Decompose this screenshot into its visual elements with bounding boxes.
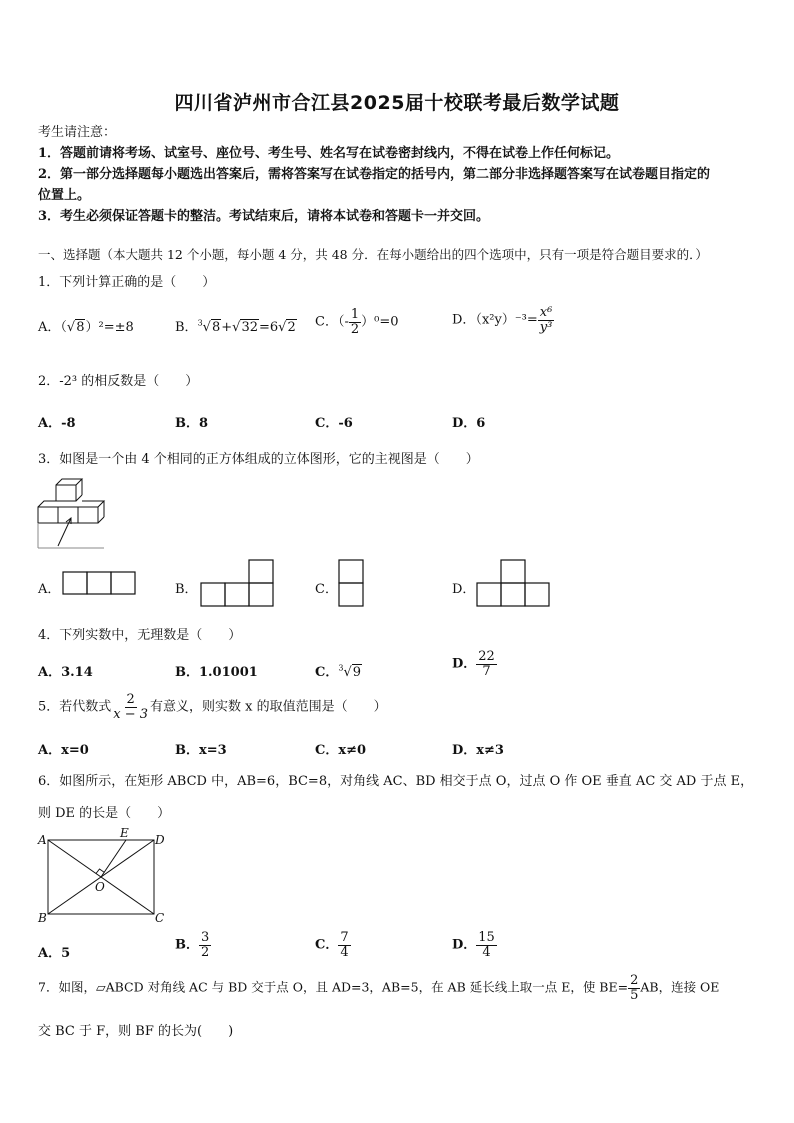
question-6-stem: 6．如图所示，在矩形 ABCD 中，AB=6，BC=8，对角线 AC、BD 相交于点 O，过点 O 作 OE 垂直 AC 交 AD 于点 E， [38, 774, 754, 789]
q6-option-b: B． $\frac{3}{2}$ [175, 930, 210, 960]
notice-item: 2．第一部分选择题每小题选出答案后，需将答案写在试卷指定的括号内，第二部分非选择题答案写在试卷题目指定的 [38, 167, 711, 182]
q2-option-c: C．-6 [315, 416, 353, 431]
section-heading: 一、选择题（本大题共 12 个小题，每小题 4 分，共 48 分．在每小题给出的四个选项中，只有一项是符合题目要求的．） [38, 247, 708, 262]
q4-option-b: B．1.01001 [175, 665, 258, 680]
q5-option-b: B．x=3 [175, 743, 227, 758]
q6-option-c: C． $\frac{7}{4}$ [315, 930, 349, 960]
q3-option-c-figure [338, 559, 366, 609]
q2-option-d: D．6 [452, 416, 486, 431]
notice-item: 位置上。 [38, 188, 91, 203]
q5-option-a: A．x=0 [38, 743, 89, 758]
q1-option-d: D．（x²y）⁻³= $\frac{\text{x⁶}}{\text{y³}}$ [452, 305, 553, 335]
point-label-o: O [95, 880, 105, 894]
question-2-stem: 2．-2³ 的相反数是（ ） [38, 374, 199, 389]
q3-option-b-figure [200, 559, 276, 609]
point-label-b: B [38, 911, 47, 925]
q5-option-c: C．x≠0 [315, 743, 367, 758]
q3-option-b-label: B． [175, 582, 198, 597]
point-label-c: C [155, 911, 165, 925]
q5-option-d: D．x≠3 [452, 743, 504, 758]
q3-option-d-figure [476, 559, 554, 609]
notice-item: 1．答题前请将考场、试室号、座位号、考生号、姓名写在试卷密封线内，不得在试卷上作任何标记。 [38, 146, 620, 161]
notice-item: 3．考生必须保证答题卡的整洁。考试结束后，请将本试卷和答题卡一并交回。 [38, 209, 490, 224]
rectangle-figure [36, 826, 170, 928]
question-3-stem: 3．如图是一个由 4 个相同的正方体组成的立体图形，它的主视图是（ ） [38, 452, 479, 467]
page-title: 四川省泸州市合江县2025届十校联考最后数学试题 [174, 92, 620, 114]
q2-option-b: B．8 [175, 416, 209, 431]
notice-heading: 考生请注意： [38, 125, 117, 140]
point-label-e: E [120, 826, 129, 840]
q6-option-a: A．5 [38, 946, 71, 961]
q4-option-a: A．3.14 [38, 665, 93, 680]
question-5-stem: 5．若代数式 $\frac{2}{x - 3}$ 有意义，则实数 x 的取值范围是（ ） [38, 692, 387, 722]
question-1-stem: 1．下列计算正确的是（ ） [38, 275, 216, 290]
q4-option-d: D． $\frac{22}{7}$ [452, 649, 495, 679]
point-label-a: A [38, 833, 47, 847]
q3-option-c-label: C． [315, 582, 338, 597]
question-4-stem: 4．下列实数中，无理数是（ ） [38, 628, 242, 643]
q3-option-d-label: D． [452, 582, 476, 597]
q2-option-a: A．-8 [38, 416, 76, 431]
q1-option-c: C．（- $\frac{1}{2}$ ）⁰=0 [315, 307, 399, 337]
point-label-d: D [155, 833, 165, 847]
q4-option-c: C．$^3$√9 [315, 663, 362, 680]
solid-figure [36, 476, 106, 550]
q6-option-d: D． $\frac{15}{4}$ [452, 930, 495, 960]
question-7-stem-cont: 交 BC 于 F，则 BF 的长为( ) [38, 1024, 234, 1039]
q1-option-b: B．$^3$√8+√32=6√2 [175, 318, 296, 335]
question-6-stem-cont: 则 DE 的长是（ ） [38, 806, 171, 821]
q3-option-a-figure [62, 571, 138, 596]
q3-option-a-label: A． [38, 582, 61, 597]
question-7-stem: 7．如图，▱ABCD 对角线 AC 与 BD 交于点 O，且 AD=3，AB=5，在 AB 延长线上取一点 E，使 BE= $\frac{2}{5}$ AB，连接 OE [38, 973, 720, 1003]
q1-option-a: A．（√8）²=±8 [38, 320, 134, 335]
